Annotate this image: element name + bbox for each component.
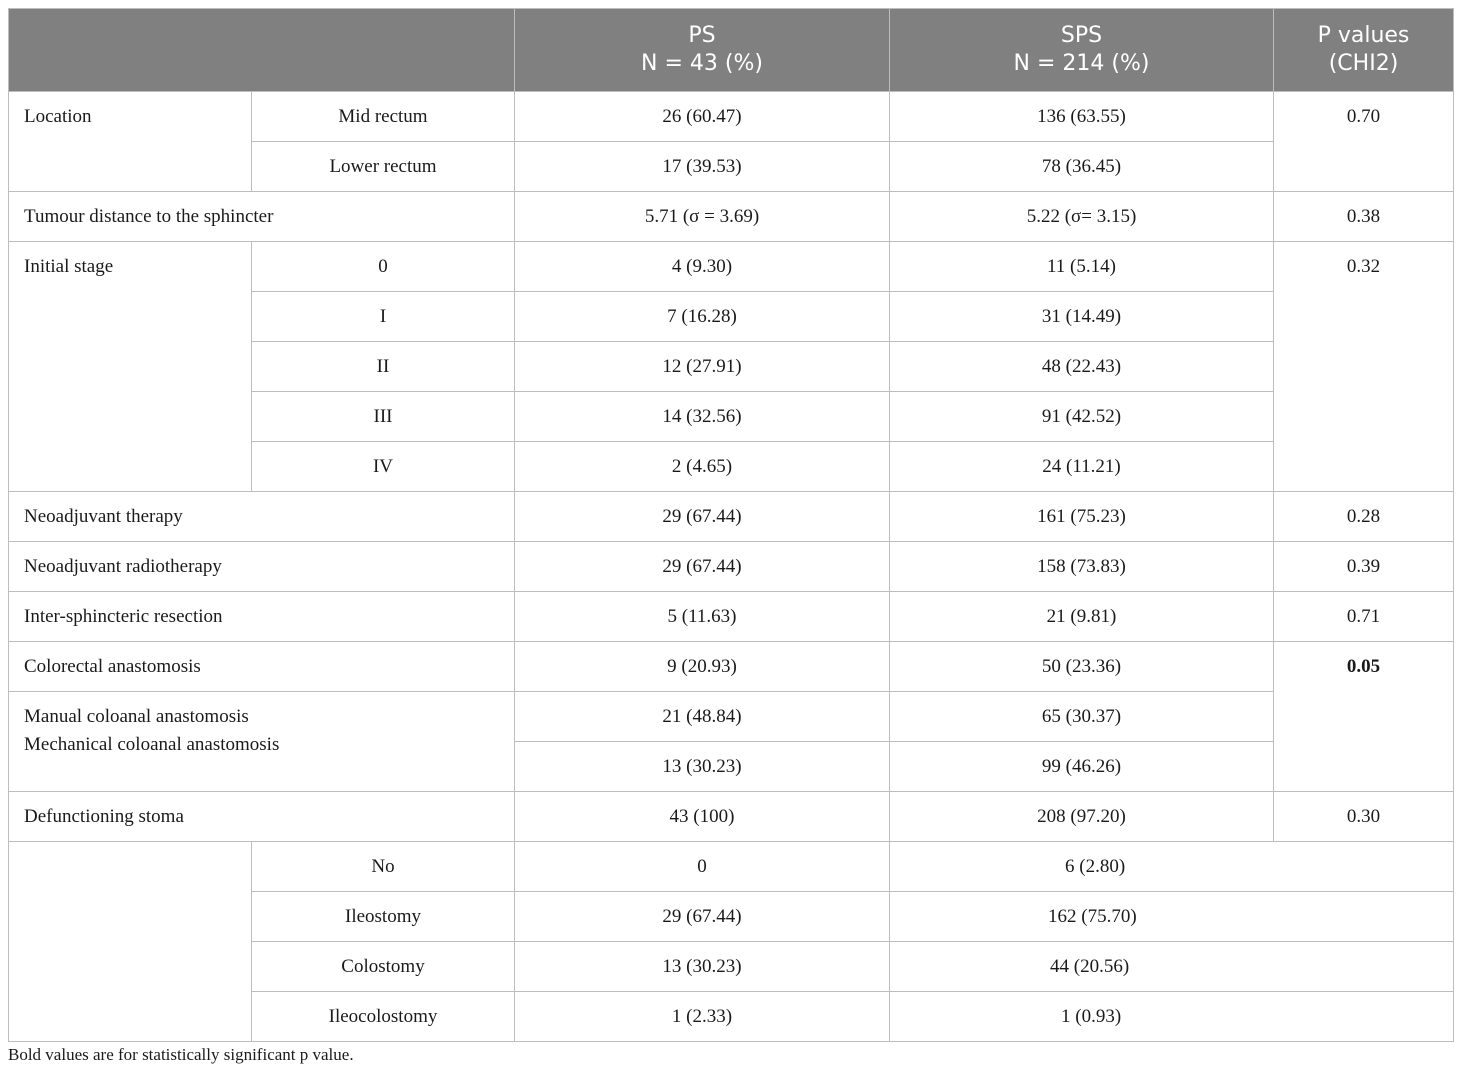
cell-p-significant: 0.05: [1274, 642, 1454, 792]
cell-ps: 7 (16.28): [515, 292, 890, 342]
row-sublabel: Mid rectum: [252, 92, 515, 142]
cell-ps: 5.71 (σ = 3.69): [515, 192, 890, 242]
table-row: [9, 792, 1454, 842]
cell-ps: 2 (4.65): [515, 442, 890, 492]
cell-sps: 5.22 (σ= 3.15): [890, 192, 1274, 242]
row-sublabel: Colostomy: [252, 942, 515, 992]
header-sps: SPS N = 214 (%): [890, 9, 1274, 92]
cell-sps: 6 (2.80): [890, 842, 1454, 892]
header-row: [9, 9, 1454, 92]
cell-sps: 91 (42.52): [890, 392, 1274, 442]
cell-ps: 12 (27.91): [515, 342, 890, 392]
cell-sps: 99 (46.26): [890, 742, 1274, 792]
row-label-coloanal: [9, 692, 515, 792]
row-sublabel: 0: [252, 242, 515, 292]
cell-ps: 1 (2.33): [515, 992, 890, 1042]
row-sublabel: Ileocolostomy: [252, 992, 515, 1042]
cell-ps: 29 (67.44): [515, 892, 890, 942]
row-label: Neoadjuvant radiotherapy: [9, 542, 515, 592]
cell-ps: 17 (39.53): [515, 142, 890, 192]
cell-sps: 11 (5.14): [890, 242, 1274, 292]
table-row: [9, 542, 1454, 592]
cell-ps: 0: [515, 842, 890, 892]
cell-ps: 9 (20.93): [515, 642, 890, 692]
table-row: [9, 92, 1454, 142]
cell-ps: 43 (100): [515, 792, 890, 842]
cell-sps: 161 (75.23): [890, 492, 1274, 542]
cell-ps: 14 (32.56): [515, 392, 890, 442]
table-row: [9, 842, 1454, 892]
cell-sps: 158 (73.83): [890, 542, 1274, 592]
cell-ps: 29 (67.44): [515, 492, 890, 542]
cell-ps: 13 (30.23): [515, 942, 890, 992]
table-row: [9, 642, 1454, 692]
row-label: Colorectal anastomosis: [9, 642, 515, 692]
cell-ps: 5 (11.63): [515, 592, 890, 642]
row-label-manual: Manual coloanal anastomosis: [24, 706, 249, 727]
cell-ps: 21 (48.84): [515, 692, 890, 742]
cell-ps: 26 (60.47): [515, 92, 890, 142]
row-sublabel: I: [252, 292, 515, 342]
cell-p: 0.28: [1274, 492, 1454, 542]
row-label: Tumour distance to the sphincter: [9, 192, 515, 242]
row-sublabel: Lower rectum: [252, 142, 515, 192]
cell-sps: 21 (9.81): [890, 592, 1274, 642]
row-label: Neoadjuvant therapy: [9, 492, 515, 542]
cell-p: 0.38: [1274, 192, 1454, 242]
cell-ps: 4 (9.30): [515, 242, 890, 292]
cell-p: 0.30: [1274, 792, 1454, 842]
cell-p: 0.71: [1274, 592, 1454, 642]
cell-sps: 65 (30.37): [890, 692, 1274, 742]
row-sublabel: III: [252, 392, 515, 442]
row-sublabel: IV: [252, 442, 515, 492]
cell-sps: 50 (23.36): [890, 642, 1274, 692]
row-sublabel: II: [252, 342, 515, 392]
cell-sps: 31 (14.49): [890, 292, 1274, 342]
cell-p: 0.70: [1274, 92, 1454, 192]
results-table-container: [8, 8, 1453, 1042]
row-label: Initial stage: [9, 242, 252, 492]
cell-ps: 13 (30.23): [515, 742, 890, 792]
header-pvalues: P values (CHI2): [1274, 9, 1454, 92]
row-label: Inter-sphincteric resection: [9, 592, 515, 642]
cell-sps: 208 (97.20): [890, 792, 1274, 842]
table-row: [9, 192, 1454, 242]
table-row: [9, 592, 1454, 642]
row-sublabel: No: [252, 842, 515, 892]
row-label: Defunctioning stoma: [9, 792, 515, 842]
cell-sps: 48 (22.43): [890, 342, 1274, 392]
header-blank: [9, 9, 515, 92]
cell-sps: 78 (36.45): [890, 142, 1274, 192]
table-row: [9, 242, 1454, 292]
cell-sps: 44 (20.56): [890, 942, 1454, 992]
cell-sps: 1 (0.93): [890, 992, 1454, 1042]
row-label-mechanical: Mechanical coloanal anastomosis: [24, 734, 280, 755]
cell-p: 0.32: [1274, 242, 1454, 492]
header-ps: PS N = 43 (%): [515, 9, 890, 92]
results-table: [8, 8, 1454, 1042]
row-label-blank: [9, 842, 252, 1042]
cell-p: 0.39: [1274, 542, 1454, 592]
row-label: Location: [9, 92, 252, 192]
row-sublabel: Ileostomy: [252, 892, 515, 942]
table-row: [9, 692, 1454, 742]
cell-sps: 24 (11.21): [890, 442, 1274, 492]
cell-ps: 29 (67.44): [515, 542, 890, 592]
cell-sps: 162 (75.70): [890, 892, 1454, 942]
table-row: [9, 492, 1454, 542]
cell-sps: 136 (63.55): [890, 92, 1274, 142]
table-footnote: Bold values are for statistically significant p value.: [8, 1045, 354, 1064]
